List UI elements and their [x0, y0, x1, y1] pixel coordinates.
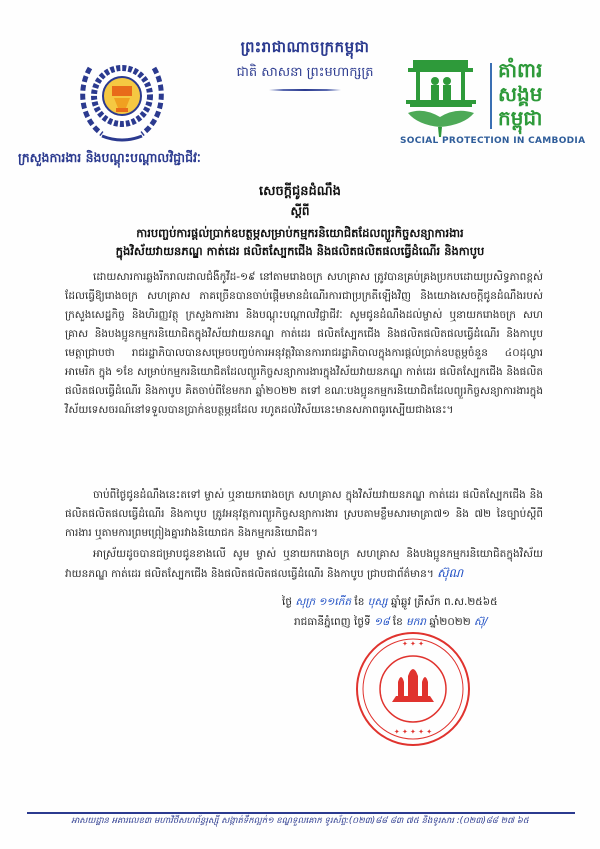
ministry-name: ក្រសួងការងារ និងបណ្តុះបណ្តាលវិជ្ជាជីវៈ: [18, 150, 201, 165]
official-seal: [354, 630, 472, 748]
notice-subject-label: ស្តីពី: [290, 204, 310, 218]
body-paragraph-2: [65, 486, 543, 543]
ministry-logo: [72, 48, 172, 148]
svg-text:✦ ✦ ✦ ✦ ✦: ✦ ✦ ✦ ✦ ✦: [393, 728, 433, 736]
social-protection-logo-text: [498, 58, 542, 130]
lunar-month-handwritten: បុស្ស: [367, 596, 388, 608]
logo-divider: [490, 63, 492, 129]
seal-angkor-icon: [354, 630, 472, 748]
paragraph-1-text: ដោយសារការឆ្លងរីករាលដាលជំងឺកូវីដ-១៩ នៅតាមរោងចក្រ សហគ្រាស ត្រូវបានគ្រប់គ្រងប្រកបដោយប្រសិទ្ធភាពខ្ពស់ ដែលធ្វើឱ្យរោងចក្រ សហគ្រាស ភាគច្រើនបានចាប់ផ្តើមមានដំណើរការជាប្រក្រតីឡើងវិញ និងយោងសេចក្តីជូនដំណឹងរបស់ក្រសួងសេដ្ឋកិច្ច និងហិរញ្ញវត្ថុ ក្រសួងការងារ និងបណ្តុះបណ្តាលវិជ្ជាជីវៈ សូមជូនដំណឹងដល់ម្ចាស់ ឬនាយករោងចក្រ សហគ្រាស និងបងប្អូនកម្មករនិយោជិតក្នុងវិស័យវាយនភណ្ឌ កាត់ដេរ ផលិតស្បែកជើង និងផលិតផលិតផលធ្វើដំណើរ និងកាបូប មេត្តាជ្រាបថា រាជរដ្ឋាភិបាលបានសម្រេចបញ្ចប់ការអនុវត្តវិធានការរាជរដ្ឋាភិបាលក្នុងការផ្តល់ប្រាក់ឧបត្ថម្ភចំនួន ៤០ដុល្លារអាមេរិក ក្នុង ១ខែ សម្រាប់កម្មករនិយោជិតដែលព្យួរកិច្ចសន្យាការងារក្នុងវិស័យវាយនភណ្ឌ កាត់ដេរ ផលិតស្បែកជើង និងផលិតផលិតផលធ្វើដំណើរ និងកាបូប គិតចាប់ពីខែមករា ឆ្នាំ២០២២ តទៅ ខណៈបងប្អូនកម្មករនិយោជិតដែលព្យួរកិច្ចសន្យាការងារក្នុងវិស័យទេសចរណ៍នៅទទួលបានប្រាក់ឧបត្ថម្ភដដែល រហូតដល់វិស័យនេះមានសភាពធូរស្បើយជាងនេះ។: [65, 271, 543, 416]
lunar-prefix: ថ្ងៃ: [282, 596, 292, 608]
signature-mark: ស៊ុ/: [474, 616, 488, 628]
lunar-day-handwritten: សុក្រ ១១កើត: [295, 596, 352, 608]
notice-title: សេចក្តីជូនដំណឹង: [259, 184, 341, 199]
lunar-year: ឆ្នាំឆ្លូវ ត្រីស័ក ព.ស.២៥៦៥: [390, 596, 498, 608]
initial-mark: ស៊ុណ: [437, 566, 464, 580]
month-prefix: ខែ: [354, 596, 365, 608]
kingdom-header: [205, 38, 405, 91]
social-protection-caption: SOCIAL PROTECTION IN CAMBODIA: [400, 136, 586, 146]
notice-subject-line-2: ក្នុងវិស័យវាយនភណ្ឌ កាត់ដេរ ផលិតស្បែកជើង និងផលិតផលិតផលធ្វើដំណើរ និងកាបូប: [115, 244, 485, 258]
body-paragraph-3: [65, 545, 543, 584]
sp-text-line-1: គាំពារ: [498, 58, 543, 82]
solar-month-prefix: ខែ: [392, 616, 403, 628]
solar-month-handwritten: មករា: [406, 616, 427, 628]
motto-line: ជាតិ សាសនា ព្រះមហាក្សត្រ: [236, 65, 374, 80]
ornament-divider: [269, 89, 341, 91]
day-handwritten: ១៨: [374, 616, 390, 628]
pavilion-icon: [398, 55, 493, 140]
social-protection-emblem: [398, 55, 498, 145]
sp-text-line-2: សង្គម: [498, 82, 543, 106]
footer-address: អាសយដ្ឋាន អគារលេខ៣ មហាវិថីសហព័ន្ធរុស្ស៊ី សង្កាត់ទឹកល្អក់១ ខណ្ឌទួលគោក ទូរស័ព្ទ:(០២៣)៨៨ ៨៣ ៧៥ និងទូរសារ :(០២៣)៨៨ ២៧ ៦៥: [71, 816, 529, 826]
svg-text:✦ ✦ ✦: ✦ ✦ ✦: [401, 640, 425, 648]
solar-year: ឆ្នាំ២០២២: [429, 616, 471, 628]
notice-subject-line-1: ការបញ្ចប់ការផ្តល់ប្រាក់ឧបត្ថម្ភសម្រាប់កម្មករនិយោជិតដែលព្យួរកិច្ចសន្យាការងារ: [136, 226, 464, 240]
place-prefix: រាជធានីភ្នំពេញ ថ្ងៃទី: [294, 616, 371, 628]
solar-date-line: [294, 616, 488, 631]
kingdom-line: ព្រះរាជាណាចក្រកម្ពុជា: [240, 38, 370, 56]
paragraph-3-text: អាស្រ័យដូចបានជម្រាបជូនខាងលើ សូម ម្ចាស់ ឬនាយករោងចក្រ សហគ្រាស និងបងប្អូនកម្មករនិយោជិតក្នុងវិស័យវាយនភណ្ឌ កាត់ដេរ ផលិតស្បែកជើង និងផលិតផលិតផលធ្វើដំណើរ និងកាបូប ជ្រាបជាព័ត៌មាន។: [65, 548, 543, 580]
footer-divider: [27, 812, 575, 814]
paragraph-2-text: ចាប់ពីថ្ងៃជូនដំណឹងនេះតទៅ ម្ចាស់ ឬនាយករោងចក្រ សហគ្រាស ក្នុងវិស័យវាយនភណ្ឌ កាត់ដេរ ផលិតស្បែកជើង និងផលិតផលិតផលធ្វើដំណើរ និងកាបូប ត្រូវអនុវត្តការព្យួរកិច្ចសន្យាការងារ ស្របតាមខ្លឹមសារមាត្រា៧១ និង ៧២ នៃច្បាប់ស្តីពីការងារ ឬតាមការព្រមព្រៀងគ្នារវាងនិយោជក និងកម្មករនិយោជិត។: [65, 489, 543, 539]
body-paragraph-1: [65, 268, 543, 420]
ministry-emblem-icon: [72, 48, 172, 148]
sp-text-line-3: កម្ពុជា: [498, 106, 543, 130]
lunar-date-line: [282, 596, 498, 611]
